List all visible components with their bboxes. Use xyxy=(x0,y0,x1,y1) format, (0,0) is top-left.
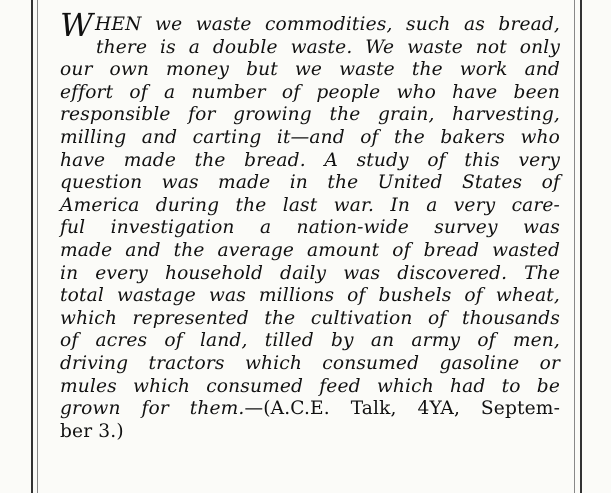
article-line: total wastage was millions of bushels of wheat, xyxy=(60,285,560,307)
article-line: in every household daily was discovered. The xyxy=(60,262,560,284)
right-column-rule-inner xyxy=(574,0,575,493)
article-line: driving tractors which consumed gasoline or xyxy=(60,352,560,374)
citation-text: —(A.C.E. Talk, 4YA, Septem- xyxy=(244,398,561,420)
article-line: there is a double waste. We waste not only xyxy=(96,36,560,58)
article-line: mules which consumed feed which had to be xyxy=(60,375,560,397)
article-line xyxy=(60,6,560,44)
article-line xyxy=(60,398,560,421)
article-line: milling and carting it—and of the bakers who xyxy=(60,126,560,148)
article-line-text: HEN we waste commodities, such as bread, xyxy=(95,14,560,35)
article-line: question was made in the United States of xyxy=(60,172,560,194)
article-line: have made the bread. A study of this very xyxy=(60,149,560,171)
article-line: America during the last war. In a very care- xyxy=(60,194,560,216)
article-line: ful investigation a nation-wide survey was xyxy=(60,217,560,239)
article-line: our own money but we waste the work and xyxy=(60,59,560,81)
drop-cap: W xyxy=(60,6,94,44)
left-column-rule xyxy=(31,0,33,493)
article-line: of acres of land, tilled by an army of men, xyxy=(60,330,560,352)
right-column-rule xyxy=(580,0,582,493)
article-line: responsible for growing the grain, harvesting, xyxy=(60,104,560,126)
article-line: effort of a number of people who have been xyxy=(60,81,560,103)
citation-end: ber 3.) xyxy=(60,420,124,442)
left-column-rule-inner xyxy=(37,0,38,493)
article-body xyxy=(60,6,561,443)
article-line: which represented the cultivation of thousands xyxy=(60,307,560,329)
article-line-italic: grown for them. xyxy=(60,398,245,420)
article-line: made and the average amount of bread wasted xyxy=(60,239,560,261)
